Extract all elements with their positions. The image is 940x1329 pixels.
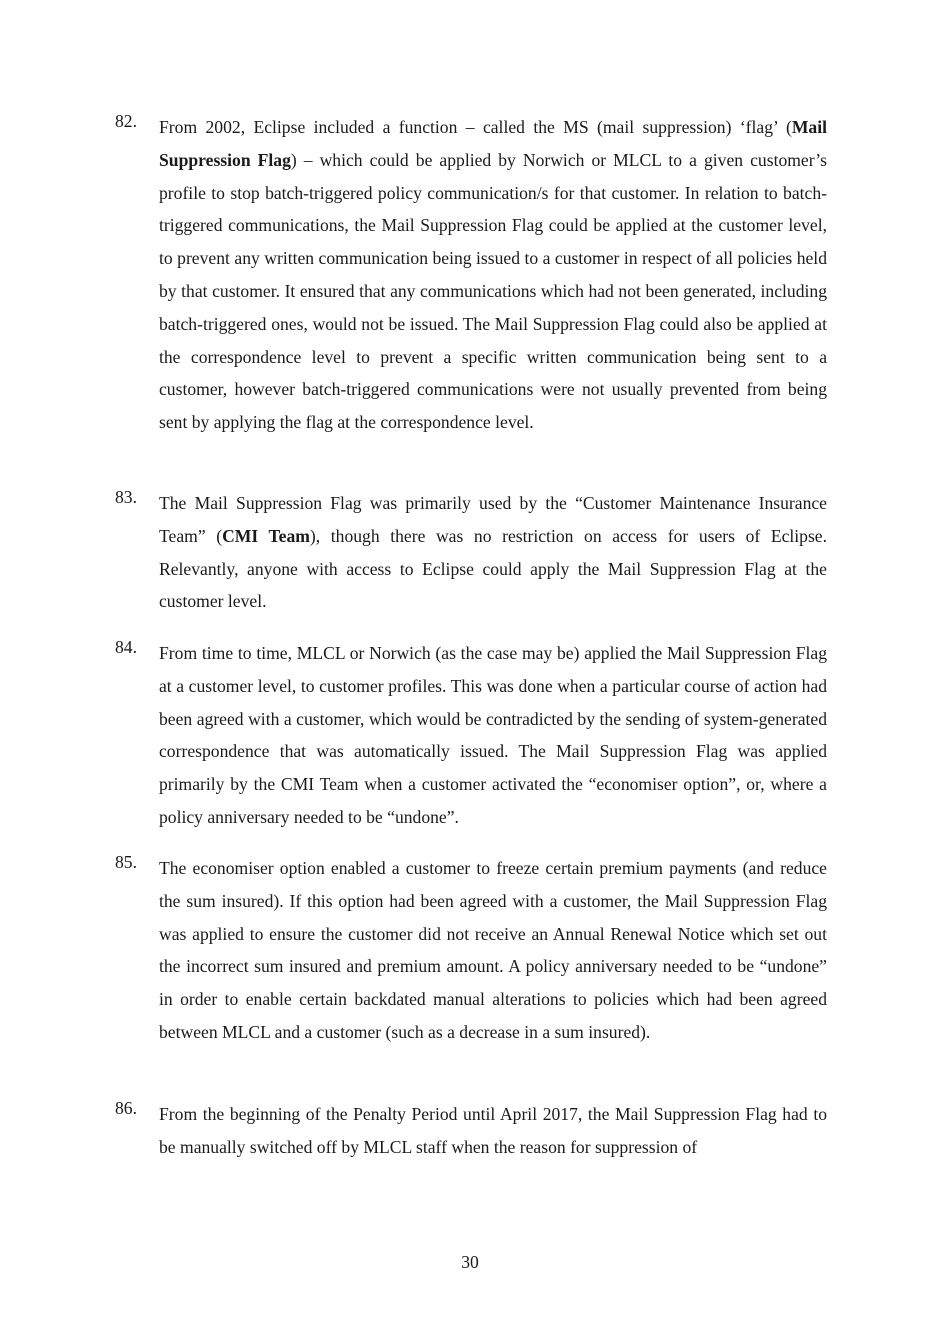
paragraph-82 — [115, 111, 827, 439]
paragraph-text — [159, 487, 827, 618]
paragraph-text — [159, 852, 827, 1049]
paragraph-83 — [115, 487, 827, 618]
paragraph-number: 82. — [115, 111, 137, 131]
paragraph-85 — [115, 852, 827, 1049]
text-segment: From the beginning of the Penalty Period until April 2017, the Mail Suppression Flag had to be manually switched off by MLCL staff when the reason for suppression of — [159, 1104, 827, 1157]
paragraph-number: 86. — [115, 1098, 137, 1118]
defined-term: Mail Suppression Flag — [159, 117, 827, 170]
paragraph-text — [159, 637, 827, 834]
text-segment: ) – which could be applied by Norwich or MLCL to a given customer’s profile to stop batch-triggered policy communication/s for that customer. In relation to batch-triggered communications, the Mail Suppression Flag could be applied at the customer level, to prevent any written communication being issued to a customer in respect of all policies held by that customer. It ensured that any communications which had not been generated, including batch-triggered ones, would not be issued. The Mail Suppression Flag could also be applied at the correspondence level to prevent a specific written communication being sent to a customer, however batch-triggered communications were not usually prevented from being sent by applying the flag at the correspondence level. — [159, 149, 827, 433]
paragraph-84 — [115, 637, 827, 834]
text-segment: From time to time, MLCL or Norwich (as the case may be) applied the Mail Suppression Flag at a customer level, to customer profiles. This was done when a particular course of action had been agreed with a customer, which would be contradicted by the sending of system-generated correspondence that was automatically issued. The Mail Suppression Flag was applied primarily by the CMI Team when a customer activated the “economiser option”, or, where a policy anniversary needed to be “undone”. — [159, 643, 827, 827]
text-segment: ), though there was no restriction on access for users of Eclipse. Relevantly, anyone with access to Eclipse could apply the Mail Suppression Flag at the customer level. — [159, 525, 828, 612]
page-number: 30 — [461, 1252, 479, 1272]
paragraph-number: 83. — [115, 487, 137, 507]
text-segment: The economiser option enabled a customer to freeze certain premium payments (and reduce the sum insured). If this option had been agreed with a customer, the Mail Suppression Flag was applied to ensure the customer did not receive an Annual Renewal Notice which set out the incorrect sum insured and premium amount. A policy anniversary needed to be “undone” in order to enable certain backdated manual alterations to policies which had been agreed between MLCL and a customer (such as a decrease in a sum insured). — [159, 858, 827, 1042]
paragraph-86 — [115, 1098, 827, 1164]
paragraph-text — [159, 1098, 827, 1164]
paragraph-text — [159, 111, 827, 439]
paragraph-number: 84. — [115, 637, 137, 657]
text-segment: From 2002, Eclipse included a function – called the MS (mail suppression) ‘flag’ ( — [159, 117, 792, 137]
defined-term: CMI Team — [222, 525, 310, 546]
text-segment: The Mail Suppression Flag was primarily used by the “Customer Maintenance Insurance Team” ( — [159, 493, 827, 546]
paragraph-number: 85. — [115, 852, 137, 872]
